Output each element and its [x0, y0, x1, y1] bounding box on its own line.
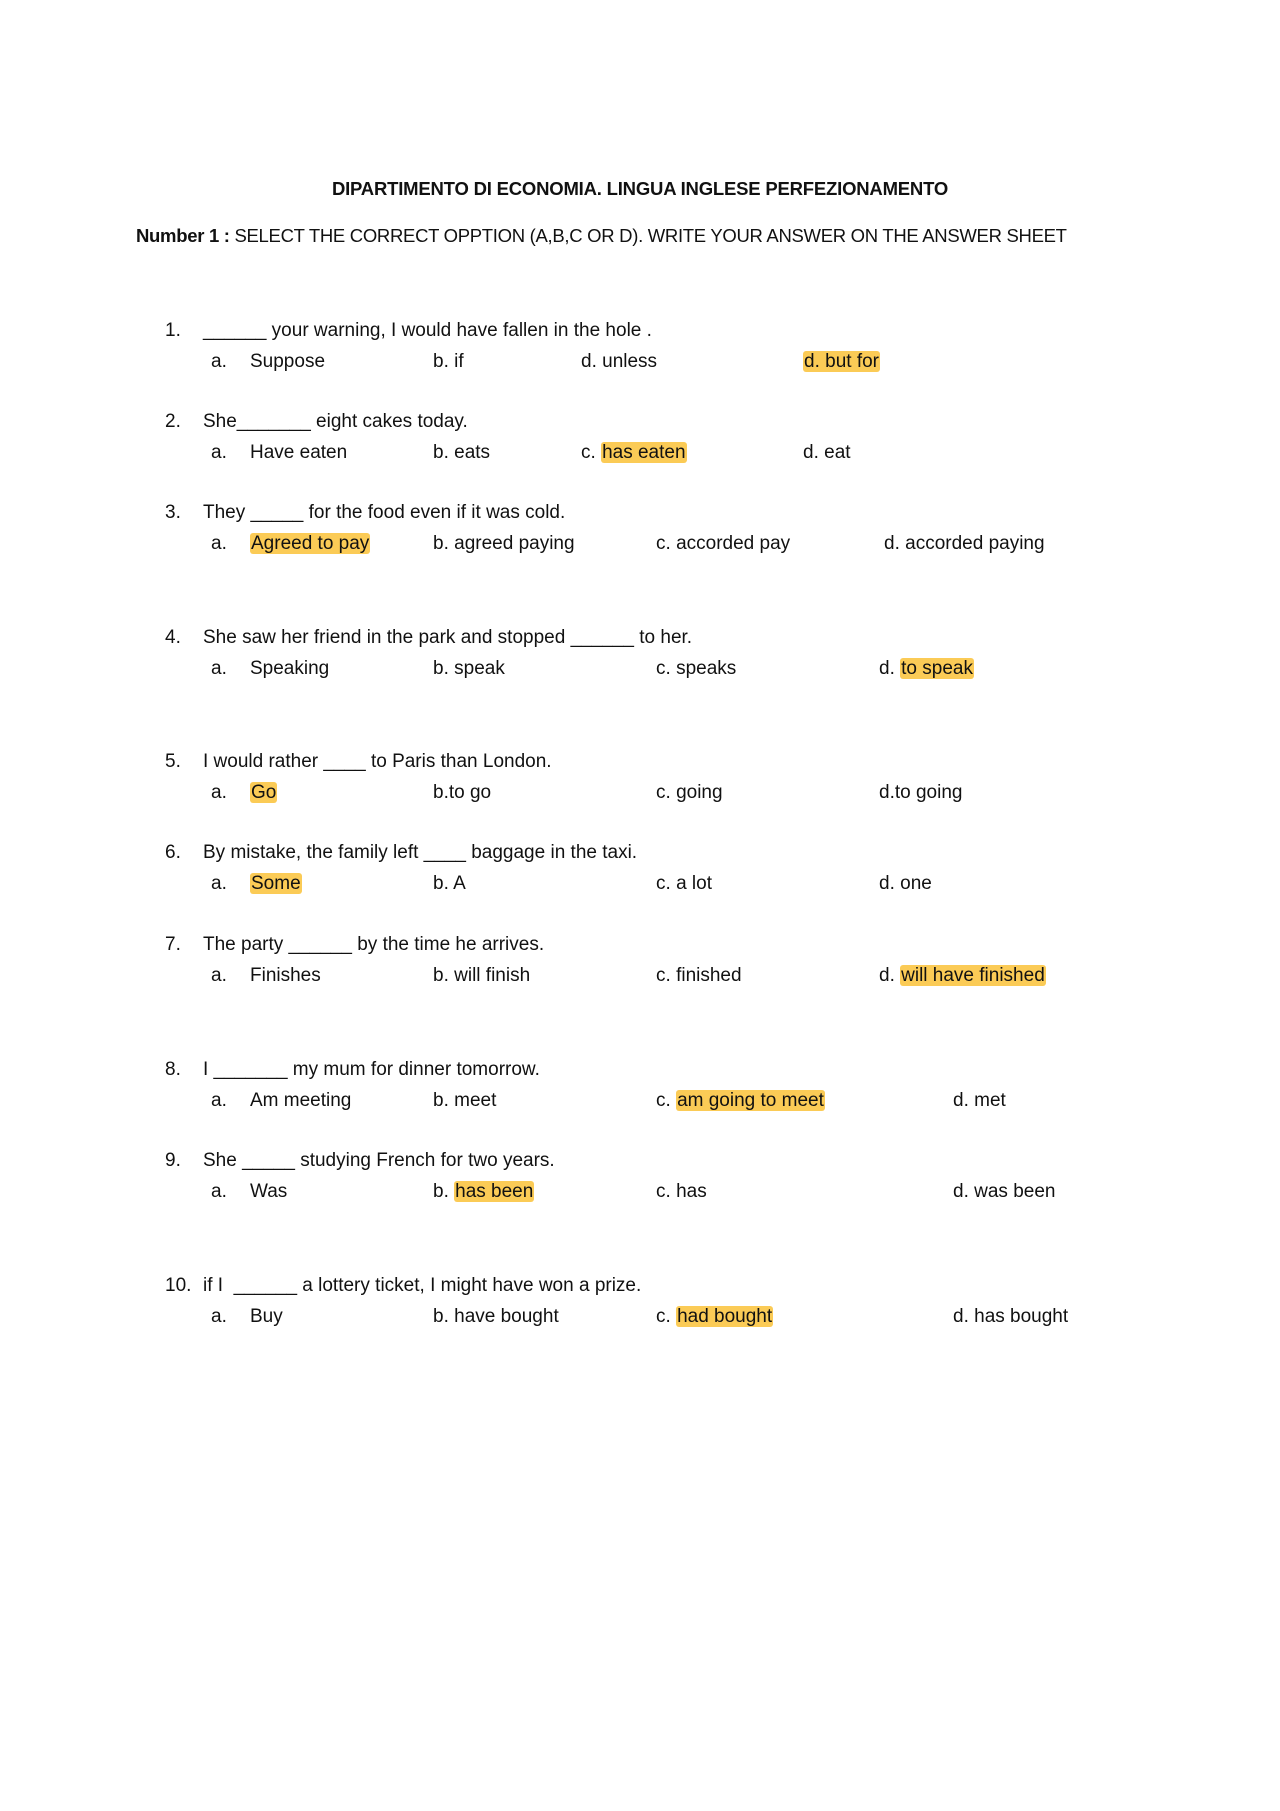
option-a-letter: a. [211, 1306, 227, 1327]
question-number: 4. [165, 627, 181, 648]
option-d[interactable] [879, 782, 962, 804]
question-number: 5. [165, 751, 181, 772]
option-c-correct[interactable] [656, 1306, 773, 1328]
option-prefix: c. [656, 782, 677, 803]
question-1 [0, 320, 1280, 380]
answer-highlight: Some [251, 873, 301, 894]
option-text: speak [454, 658, 505, 679]
option-d-correct[interactable] [803, 351, 880, 373]
answer-highlight: will have finished [901, 965, 1045, 986]
option-a[interactable]: Was [250, 1181, 288, 1202]
answer-highlight: Agreed to pay [251, 533, 370, 554]
option-c[interactable] [656, 782, 723, 804]
answer-highlight: had bought [677, 1306, 773, 1327]
option-text: meet [454, 1090, 497, 1111]
option-d[interactable] [953, 1090, 1006, 1112]
option-c[interactable] [656, 965, 742, 987]
option-prefix: d. [879, 782, 895, 803]
option-prefix: b. [433, 658, 455, 679]
option-text: has bought [974, 1306, 1069, 1327]
option-text: will finish [454, 965, 531, 986]
question-stem: ______ your warning, I would have fallen in the hole . [203, 320, 652, 341]
option-text: accorded pay [676, 533, 791, 554]
option-a-correct[interactable] [250, 873, 302, 895]
option-b[interactable] [433, 965, 530, 987]
question-number: 8. [165, 1059, 181, 1080]
option-b[interactable] [433, 1090, 496, 1112]
option-prefix: b. [433, 1306, 455, 1327]
option-prefix: b. [433, 442, 455, 463]
option-prefix: c. [656, 873, 677, 894]
option-a[interactable]: Suppose [250, 351, 326, 372]
answer-highlight: Go [251, 782, 277, 803]
option-prefix: d. [804, 351, 826, 372]
question-number: 1. [165, 320, 181, 341]
option-c[interactable] [656, 658, 736, 680]
option-text: agreed paying [454, 533, 575, 554]
option-a[interactable]: Am meeting [250, 1090, 352, 1111]
option-text: a lot [676, 873, 712, 894]
option-prefix: c. [656, 533, 677, 554]
answer-highlight: to speak [901, 658, 973, 679]
option-text: A [453, 873, 466, 894]
option-prefix: b. [433, 873, 454, 894]
option-prefix: b. [433, 533, 455, 554]
option-c[interactable] [656, 873, 712, 895]
option-c[interactable] [581, 351, 657, 373]
option-d[interactable] [953, 1306, 1068, 1328]
option-text: but for [825, 351, 879, 372]
option-prefix: c. [656, 1090, 677, 1111]
question-stem: By mistake, the family left ____ baggage in the taxi. [203, 842, 638, 863]
question-7 [0, 934, 1280, 994]
option-d[interactable] [879, 873, 932, 895]
option-text: if [454, 351, 464, 372]
option-c-correct[interactable] [581, 442, 687, 464]
answer-highlight: am going to meet [677, 1090, 824, 1111]
option-text: accorded paying [905, 533, 1045, 554]
option-prefix: b. [433, 351, 455, 372]
question-stem: The party ______ by the time he arrives. [203, 934, 545, 955]
question-number: 9. [165, 1150, 181, 1171]
option-b[interactable] [433, 658, 505, 680]
option-prefix: d. [803, 442, 825, 463]
option-a-letter: a. [211, 658, 227, 679]
option-text: one [900, 873, 932, 894]
question-10 [0, 1275, 1280, 1335]
option-prefix: c. [581, 442, 602, 463]
question-4 [0, 627, 1280, 687]
option-text: was been [974, 1181, 1056, 1202]
instruction-text: SELECT THE CORRECT OPPTION (A,B,C OR D). WRITE YOUR ANSWER ON THE ANSWER SHEET [229, 225, 1067, 246]
option-prefix: d. [879, 873, 901, 894]
option-text: have bought [454, 1306, 559, 1327]
document-title: DIPARTIMENTO DI ECONOMIA. LINGUA INGLESE PERFEZIONAMENTO [331, 178, 949, 199]
option-prefix: d. [879, 658, 901, 679]
option-b[interactable] [433, 873, 466, 895]
option-text: going [676, 782, 723, 803]
option-a-letter: a. [211, 873, 227, 894]
question-number: 2. [165, 411, 181, 432]
option-prefix: b. [433, 1090, 455, 1111]
option-b-correct[interactable] [433, 1181, 534, 1203]
option-a-correct[interactable] [250, 533, 370, 555]
question-number: 6. [165, 842, 181, 863]
option-c[interactable] [656, 1181, 707, 1203]
question-number: 7. [165, 934, 181, 955]
option-prefix: d. [884, 533, 906, 554]
option-prefix: b. [433, 1181, 455, 1202]
option-text: speaks [676, 658, 737, 679]
option-a[interactable]: Have eaten [250, 442, 348, 463]
option-text: to going [894, 782, 963, 803]
option-prefix: c. [656, 1306, 677, 1327]
option-d-correct[interactable] [879, 658, 974, 680]
option-prefix: d. [953, 1181, 975, 1202]
option-text: eats [454, 442, 491, 463]
option-c[interactable] [656, 533, 790, 555]
question-9 [0, 1150, 1280, 1210]
option-b[interactable] [433, 351, 464, 373]
question-6 [0, 842, 1280, 902]
option-prefix: d. [879, 965, 901, 986]
option-d[interactable] [803, 442, 851, 464]
option-text: to go [448, 782, 492, 803]
option-d-correct[interactable] [879, 965, 1046, 987]
option-b[interactable] [433, 782, 491, 804]
option-text: unless [602, 351, 658, 372]
question-stem: I _______ my mum for dinner tomorrow. [203, 1059, 540, 1080]
question-8 [0, 1059, 1280, 1119]
option-prefix: d. [953, 1306, 975, 1327]
option-a-letter: a. [211, 351, 227, 372]
option-a-letter: a. [211, 533, 227, 554]
option-a-letter: a. [211, 965, 227, 986]
option-prefix: d. [953, 1090, 975, 1111]
option-c-correct[interactable] [656, 1090, 825, 1112]
question-3 [0, 502, 1280, 562]
question-stem: She _____ studying French for two years. [203, 1150, 555, 1171]
answer-highlight [803, 351, 880, 372]
option-prefix: d. [581, 351, 603, 372]
option-a-correct[interactable] [250, 782, 277, 804]
option-prefix: c. [656, 965, 677, 986]
question-5 [0, 751, 1280, 811]
option-a-letter: a. [211, 1090, 227, 1111]
option-b[interactable] [433, 442, 490, 464]
option-a[interactable]: Buy [250, 1306, 283, 1327]
option-prefix: b. [433, 965, 455, 986]
answer-highlight: has been [455, 1181, 534, 1202]
option-text: eat [824, 442, 851, 463]
option-a[interactable]: Finishes [250, 965, 321, 986]
option-b[interactable] [433, 1306, 559, 1328]
option-b[interactable] [433, 533, 575, 555]
option-a-letter: a. [211, 1181, 227, 1202]
option-prefix: c. [656, 1181, 677, 1202]
question-number: 10. [165, 1275, 192, 1296]
instruction-line [136, 225, 1067, 247]
option-text: has [676, 1181, 707, 1202]
option-prefix: c. [656, 658, 677, 679]
question-stem: She_______ eight cakes today. [203, 411, 468, 432]
option-a[interactable]: Speaking [250, 658, 330, 679]
option-text: finished [676, 965, 742, 986]
option-d[interactable] [953, 1181, 1055, 1203]
question-stem: I would rather ____ to Paris than London. [203, 751, 552, 772]
question-stem: They _____ for the food even if it was cold. [203, 502, 566, 523]
answer-highlight: has eaten [602, 442, 686, 463]
instruction-label: Number 1 : [136, 225, 230, 246]
option-a-letter: a. [211, 782, 227, 803]
question-number: 3. [165, 502, 181, 523]
option-a-letter: a. [211, 442, 227, 463]
question-stem: if I ______ a lottery ticket, I might have won a prize. [203, 1275, 642, 1296]
option-text: met [974, 1090, 1006, 1111]
question-2 [0, 411, 1280, 471]
option-prefix: b. [433, 782, 449, 803]
option-d[interactable] [884, 533, 1045, 555]
question-stem: She saw her friend in the park and stopped ______ to her. [203, 627, 693, 648]
